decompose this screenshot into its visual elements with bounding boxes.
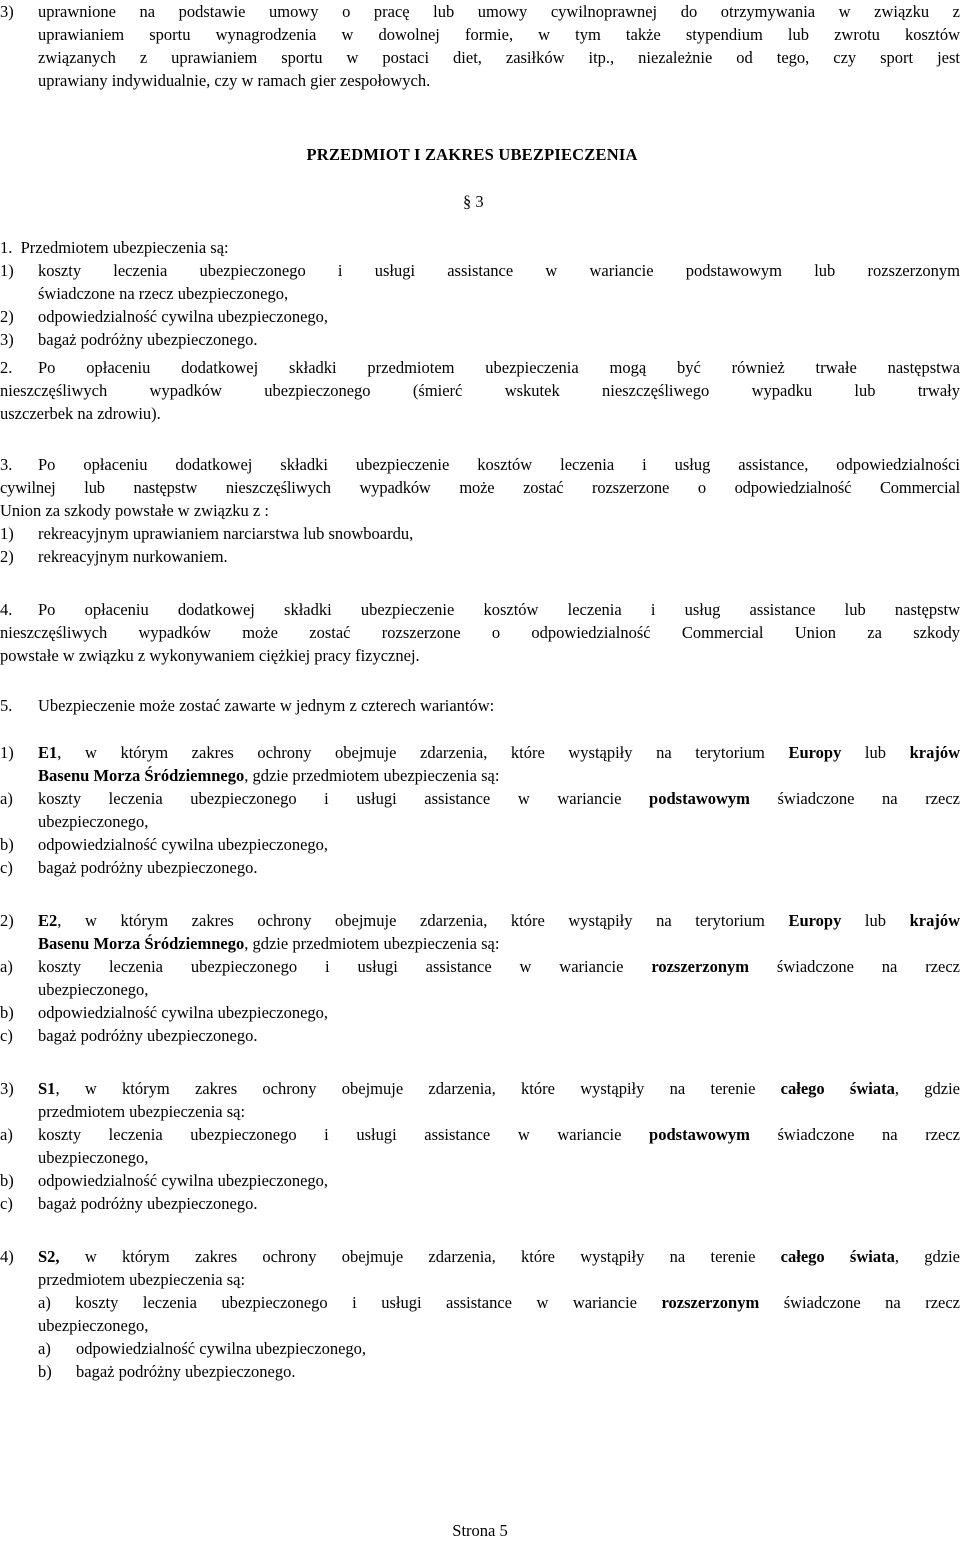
- variant-code: S2,: [38, 1247, 60, 1266]
- list-item: a) koszty leczenia ubezpieczonego i usługi assistance w wariancie rozszerzonym świadczone na rzecz: [0, 957, 960, 976]
- variant-code: S1: [38, 1079, 56, 1098]
- paragraph-5-number: 5.: [0, 696, 13, 715]
- list-item-continuation: świadczone na rzecz ubezpieczonego,: [38, 284, 289, 303]
- list-item: b) bagaż podróżny ubezpieczonego.: [38, 1362, 296, 1381]
- list-item: b) odpowiedzialność cywilna ubezpieczonego,: [0, 835, 329, 854]
- paragraph-1-text: Przedmiotem ubezpieczenia są:: [20, 238, 229, 257]
- list-item: 2) odpowiedzialność cywilna ubezpieczonego,: [0, 307, 329, 326]
- page-number: Strona 5: [452, 1521, 508, 1540]
- intro-line: uprawiany indywidualnie, czy w ramach gier zespołowych.: [38, 71, 431, 90]
- paragraph-2-number: 2.: [0, 358, 13, 377]
- list-item: b) odpowiedzialność cywilna ubezpieczonego,: [0, 1171, 329, 1190]
- paragraph-2: 2. Po opłaceniu dodatkowej składki przedmiotem ubezpieczenia mogą być również trwałe następstwa nieszczęśliwych wypadków ubezpieczonego (śmierć wskutek nieszczęśliwego wypadku lub trwały uszczerbek na zdrowiu).: [0, 358, 960, 423]
- paragraph-1: [0, 236, 960, 351]
- intro-line: związanych z uprawianiem sportu w postaci diet, zasiłków itp., niezależnie od tego, czy sport jest: [38, 48, 960, 67]
- list-item: 3) bagaż podróżny ubezpieczonego.: [0, 330, 258, 349]
- list-item: a) koszty leczenia ubezpieczonego i usługi assistance w wariancie rozszerzonym świadczone na rzecz ubezpieczonego,: [38, 1293, 960, 1335]
- variant-e2: 2) E2, w którym zakres ochrony obejmuje zdarzenia, które wystąpiły na terytorium Europy lub krajów Basenu Morza Śródziemnego, gdzie przedmiotem ubezpieczenia są: a) koszty leczenia ubezpieczonego i usługi assistance w wariancie rozszerzonym świadczone na rzecz ubezpieczonego, b) odpowiedzialność cywilna ubezpieczonego, c) bagaż podróżny ubezpieczonego.: [0, 911, 960, 1045]
- list-item: a) koszty leczenia ubezpieczonego i usługi assistance w wariancie podstawowym świadczone na rzecz: [0, 789, 960, 808]
- paragraph-1-number: 1.: [0, 238, 13, 257]
- variant-code: E2: [38, 911, 58, 930]
- intro-item: [0, 0, 960, 92]
- variant-s2: 4) S2, w którym zakres ochrony obejmuje zdarzenia, które wystąpiły na terenie całego świata, gdzie przedmiotem ubezpieczenia są: a) koszty leczenia ubezpieczonego i usługi assistance w wariancie rozszerzonym świadczone na rzecz ubezpieczonego, a) odpowiedzialność cywilna ubezpieczonego, b) bagaż podróżny ubezpieczonego.: [0, 1247, 960, 1381]
- intro-line: uprawnione na podstawie umowy o pracę lub umowy cywilnoprawnej do otrzymywania w związku z: [38, 2, 960, 21]
- section-heading: PRZEDMIOT I ZAKRES UBEZPIECZENIA: [306, 145, 638, 164]
- list-item: a) koszty leczenia ubezpieczonego i usługi assistance w wariancie podstawowym świadczone na rzecz: [0, 1125, 960, 1144]
- list-item: 1) koszty leczenia ubezpieczonego i usługi assistance w wariancie podstawowym lub rozszerzonym: [0, 261, 960, 280]
- list-item: c) bagaż podróżny ubezpieczonego.: [0, 1026, 258, 1045]
- paragraph-5: 5. Ubezpieczenie może zostać zawarte w jednym z czterech wariantów:: [0, 696, 495, 715]
- list-item: b) odpowiedzialność cywilna ubezpieczonego,: [0, 1003, 329, 1022]
- list-item: c) bagaż podróżny ubezpieczonego.: [0, 858, 258, 877]
- paragraph-mark: § 3: [463, 192, 484, 211]
- intro-item-number: 3): [0, 2, 14, 21]
- variant-code: E1: [38, 743, 58, 762]
- list-item: c) bagaż podróżny ubezpieczonego.: [0, 1194, 258, 1213]
- intro-line: uprawianiem sportu wynagrodzenia w dowolnej formie, w tym także stypendium lub zwrotu kosztów: [38, 25, 960, 44]
- variant-e1: 1) E1, w którym zakres ochrony obejmuje zdarzenia, które wystąpiły na terytorium Europy lub krajów Basenu Morza Śródziemnego, gdzie przedmiotem ubezpieczenia są: a) koszty leczenia ubezpieczonego i usługi assistance w wariancie podstawowym świadczone na rzecz ubezpieczonego, b) odpowiedzialność cywilna ubezpieczonego, c) bagaż podróżny ubezpieczonego.: [0, 743, 960, 877]
- list-item: 2) rekreacyjnym nurkowaniem.: [0, 547, 228, 566]
- list-item: 1) rekreacyjnym uprawianiem narciarstwa lub snowboardu,: [0, 524, 414, 543]
- paragraph-3: 3. Po opłaceniu dodatkowej składki ubezpieczenie kosztów leczenia i usług assistance, odpowiedzialności cywilnej lub następstw nieszczęśliwych wypadków może zostać rozszerzone o odpowiedzialność Commercial Union za szkody powstałe w związku z : 1) rekreacyjnym uprawianiem narciarstwa lub snowboardu, 2) rekreacyjnym nurkowaniem.: [0, 455, 960, 566]
- paragraph-3-number: 3.: [0, 455, 13, 474]
- list-item: a) odpowiedzialność cywilna ubezpieczonego,: [38, 1339, 367, 1358]
- variant-s1: 3) S1, w którym zakres ochrony obejmuje zdarzenia, które wystąpiły na terenie całego świata, gdzie przedmiotem ubezpieczenia są: a) koszty leczenia ubezpieczonego i usługi assistance w wariancie podstawowym świadczone na rzecz ubezpieczonego, b) odpowiedzialność cywilna ubezpieczonego, c) bagaż podróżny ubezpieczonego.: [0, 1079, 960, 1213]
- paragraph-4: 4. Po opłaceniu dodatkowej składki ubezpieczenie kosztów leczenia i usług assistance lub następstw nieszczęśliwych wypadków może zostać rozszerzone o odpowiedzialność Commercial Union za szkody powstałe w związku z wykonywaniem ciężkiej pracy fizycznej.: [0, 600, 960, 665]
- paragraph-4-number: 4.: [0, 600, 13, 619]
